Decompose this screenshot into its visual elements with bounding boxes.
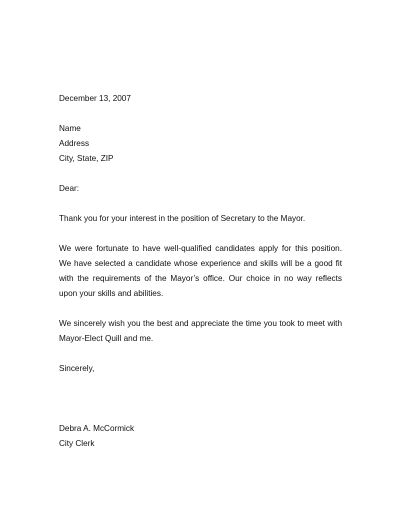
recipient-address-block [59,121,342,166]
recipient-address: Address [59,139,90,148]
letter-date: December 13, 2007 [59,94,131,103]
signature-block [59,421,342,451]
paragraph-best-wishes: We sincerely wish you the best and appreciate the time you took to meet with Mayor-Elect Quill and me. [59,319,342,343]
paragraph-thank-you: Thank you for your interest in the position of Secretary to the Mayor. [59,214,306,223]
letter-body [59,91,342,451]
signatory-title: City Clerk [59,439,95,448]
recipient-city-state-zip: City, State, ZIP [59,154,114,163]
closing: Sincerely, [59,364,95,373]
paragraph-decision: We were fortunate to have well-qualified candidates apply for this position. We have selected a candidate whose experience and skills will be a good fit with the requirements of the Mayor’s office. Our choice in no way reflects upon your skills and abilities. [59,244,342,298]
salutation: Dear: [59,184,80,193]
recipient-name: Name [59,124,81,133]
signatory-name: Debra A. McCormick [59,424,135,433]
